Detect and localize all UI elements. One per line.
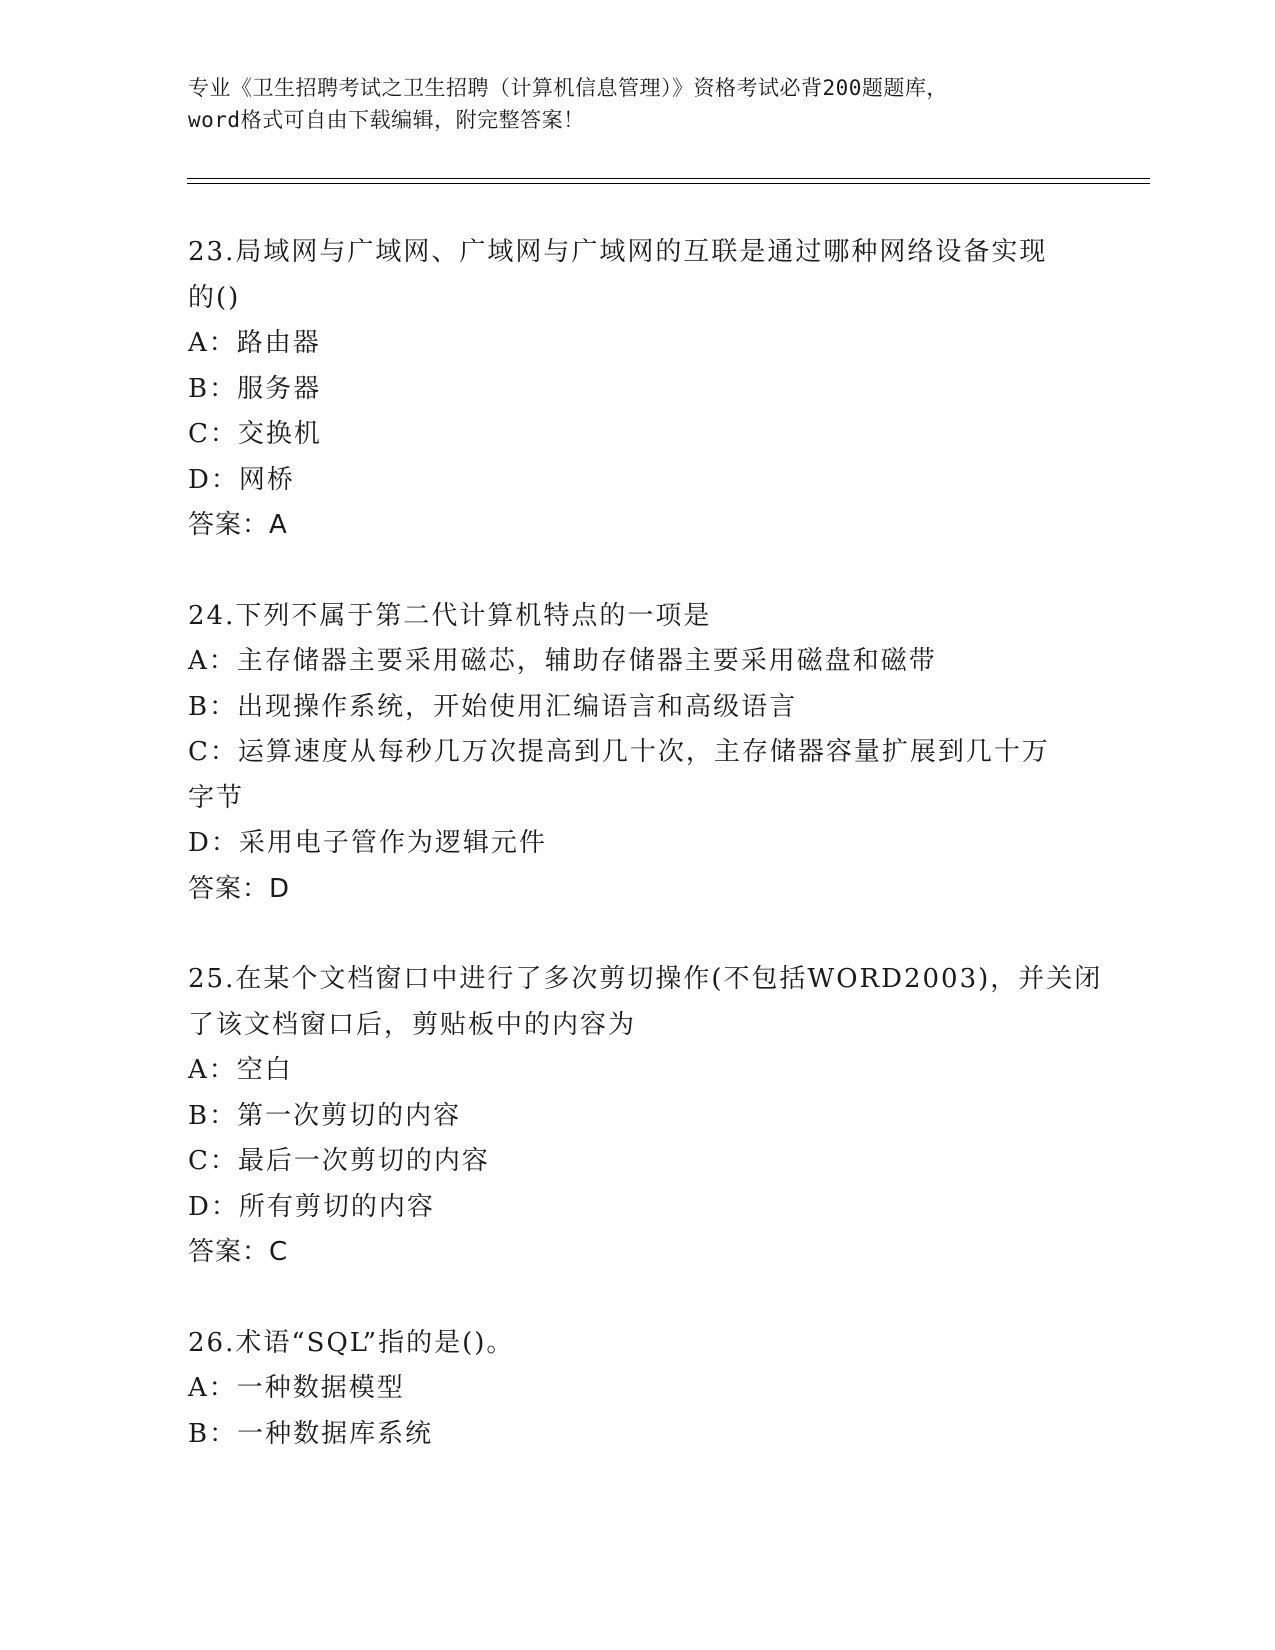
header-line-1: 专业《卫生招聘考试之卫生招聘（计算机信息管理）》资格考试必背200题题库， <box>188 76 948 100</box>
header-divider-bottom <box>187 183 1150 184</box>
answer-line: 答案：A <box>188 510 288 540</box>
option-line: A：空白 <box>188 1055 293 1085</box>
option-line: A：路由器 <box>188 328 321 358</box>
option-line: C：运算速度从每秒几万次提高到几十次，主存储器容量扩展到几十万 <box>188 737 1050 767</box>
option-line: B：一种数据库系统 <box>188 1418 434 1449</box>
question-stem-line: 23.局域网与广域网、广域网与广域网的互联是通过哪种网络设备实现 <box>188 237 1048 267</box>
answer-line: 答案：C <box>188 1237 289 1267</box>
answer-line: 答案：D <box>188 873 291 904</box>
question-block <box>188 1321 1088 1458</box>
question-stem-line: 的() <box>188 282 241 313</box>
option-line: D：采用电子管作为逻辑元件 <box>188 828 547 858</box>
question-list <box>188 230 1103 1457</box>
option-line: B：服务器 <box>188 373 322 404</box>
question-stem-line: 了该文档窗口后，剪贴板中的内容为 <box>188 1009 637 1040</box>
header-divider-top <box>187 178 1150 179</box>
question-stem-line: 25.在某个文档窗口中进行了多次剪切操作(不包括WORD2003)，并关闭 <box>188 964 1103 994</box>
question-block <box>188 957 1103 1276</box>
option-line: D：所有剪切的内容 <box>188 1191 435 1222</box>
question-stem-line: 26.术语“SQL”指的是()。 <box>188 1327 515 1358</box>
option-line: B：第一次剪切的内容 <box>188 1100 462 1131</box>
option-line: A：一种数据模型 <box>188 1373 405 1403</box>
question-stem-line: 24.下列不属于第二代计算机特点的一项是 <box>188 600 712 631</box>
option-line: D：网桥 <box>188 464 295 495</box>
header-line-2: word格式可自由下载编辑，附完整答案！ <box>188 108 585 132</box>
option-line: 字节 <box>188 782 245 813</box>
question-block <box>188 230 1088 549</box>
question-block <box>188 594 1088 913</box>
document-header <box>188 72 1088 136</box>
option-line: B：出现操作系统，开始使用汇编语言和高级语言 <box>188 691 798 722</box>
option-line: C：交换机 <box>188 419 322 449</box>
option-line: C：最后一次剪切的内容 <box>188 1146 490 1176</box>
option-line: A：主存储器主要采用磁芯，辅助存储器主要采用磁盘和磁带 <box>188 646 937 676</box>
